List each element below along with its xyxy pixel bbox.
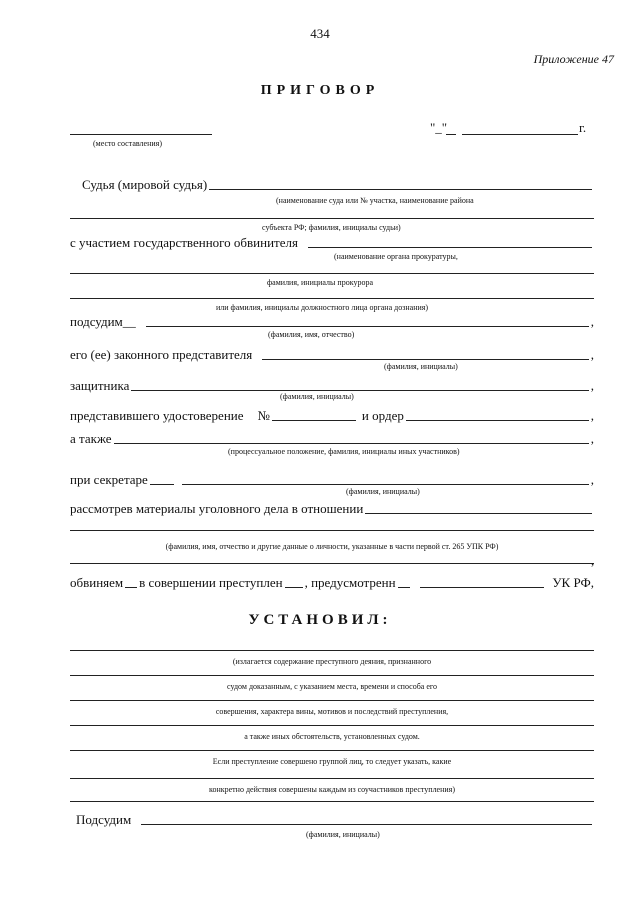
secretary-row: при секретаре , [70,472,594,487]
page-number: 434 [310,26,330,41]
established-caption-6: конкретно действия совершены каждым из соучастников преступления) [208,785,456,794]
place-caption: (место составления) [93,139,162,148]
charge-part-1: обвиняем [70,575,124,590]
secretary-caption: (фамилия, инициалы) [346,487,420,496]
materials-field[interactable] [365,513,592,514]
charge-article-field[interactable] [420,587,545,588]
also-label: а также [70,431,112,446]
charge-row [70,575,594,591]
charge-part-4: УК РФ, [552,575,594,590]
document-title: ПРИГОВОР [260,83,380,98]
order-field[interactable] [406,420,589,421]
charge-ending-2[interactable] [285,587,303,588]
defender-caption: (фамилия, инициалы) [280,392,354,401]
judge-caption-2: субъекта РФ; фамилия, инициалы судьи) [262,223,401,232]
representative-label: его (ее) законного представителя [70,347,253,362]
prosecutor-caption-3: или фамилия, инициалы должностного лица органа дознания) [216,303,429,312]
materials-field-2[interactable] [70,530,594,531]
judge-field-2[interactable] [70,218,594,219]
charge-part-3: , предусмотренн [304,575,396,590]
final-defendant-label: Подсудим [76,812,132,827]
prosecutor-caption-2: фамилия, инициалы прокурора [266,278,374,287]
prosecutor-row [70,235,594,251]
appendix-label: Приложение 47 [533,52,614,66]
established-line-5[interactable] [70,750,594,751]
secretary-label: при секретаре [70,472,148,487]
defendant-label: подсудим [70,314,123,329]
secretary-field[interactable] [182,484,589,485]
established-caption-1: (излагается содержание преступного деяния, признанного [232,657,432,666]
certificate-number-field[interactable] [272,420,356,421]
prosecutor-field[interactable] [308,247,592,248]
final-defendant-field[interactable] [141,824,592,825]
secretary-field-short[interactable] [150,484,174,485]
materials-row [70,501,594,517]
judge-field[interactable] [209,189,592,190]
also-row: а также , [70,431,594,446]
certificate-row: представившего удостоверение № и ордер , [70,408,594,423]
number-sign: № [257,408,270,423]
established-line-7[interactable] [70,801,594,802]
representative-field[interactable] [262,359,588,360]
defendant-row: подсудим __ , [70,314,594,329]
established-caption-2: судом доказанным, с указанием места, времени и способа его [227,682,437,691]
representative-caption: (фамилия, инициалы) [384,362,458,371]
date-month-year-field[interactable] [462,134,578,135]
charge-part-2: в совершении преступлен [139,575,283,590]
materials-comma: , [591,553,595,568]
materials-field-3[interactable] [70,563,594,564]
prosecutor-field-3[interactable] [70,298,594,299]
defendant-caption: (фамилия, имя, отчество) [268,330,355,339]
charge-ending-1[interactable] [125,587,137,588]
defender-row: защитника , [70,378,594,393]
representative-row: его (ее) законного представителя , [70,347,594,362]
date-day-field[interactable] [446,134,456,135]
defender-label: защитника [70,378,130,393]
final-defendant-caption: (фамилия, инициалы) [306,830,380,839]
established-title: УСТАНОВИЛ: [248,612,392,628]
established-line-3[interactable] [70,700,594,701]
established-caption-5: Если преступление совершено группой лиц, то следует указать, какие [212,757,452,766]
prosecutor-field-2[interactable] [70,273,594,274]
established-line-2[interactable] [70,675,594,676]
established-line-1[interactable] [70,650,594,651]
date-quote: "_" [430,120,448,135]
defendant-ending[interactable]: __ [122,314,136,329]
certificate-label: представившего удостоверение [70,408,244,423]
judge-caption-1: (наименование суда или № участка, наименование района [276,196,474,205]
materials-label: рассмотрев материалы уголовного дела в отношении [70,501,364,516]
final-defendant-row [76,812,594,828]
prosecutor-caption-1: (наименование органа прокуратуры, [334,252,458,261]
order-label: и ордер [361,408,404,423]
defendant-field[interactable] [146,326,589,327]
judge-row [82,177,594,193]
prosecutor-label: с участием государственного обвинителя [70,235,298,250]
year-suffix: г. [579,120,587,135]
judge-label: Судья (мировой судья) [82,177,208,192]
also-field[interactable] [114,443,589,444]
established-line-6[interactable] [70,778,594,779]
established-caption-3: совершения, характера вины, мотивов и последствий преступления, [215,707,449,716]
place-field[interactable] [70,134,212,135]
materials-caption: (фамилия, имя, отчество и другие данные о личности, указанные в части первой ст. 265 УПК РФ) [165,542,499,551]
established-caption-4: а также иных обстоятельств, установленных судом. [244,732,420,741]
charge-ending-3[interactable] [398,587,410,588]
established-line-4[interactable] [70,725,594,726]
also-caption: (процессуальное положение, фамилия, инициалы иных участников) [228,447,460,456]
defender-field[interactable] [131,390,588,391]
